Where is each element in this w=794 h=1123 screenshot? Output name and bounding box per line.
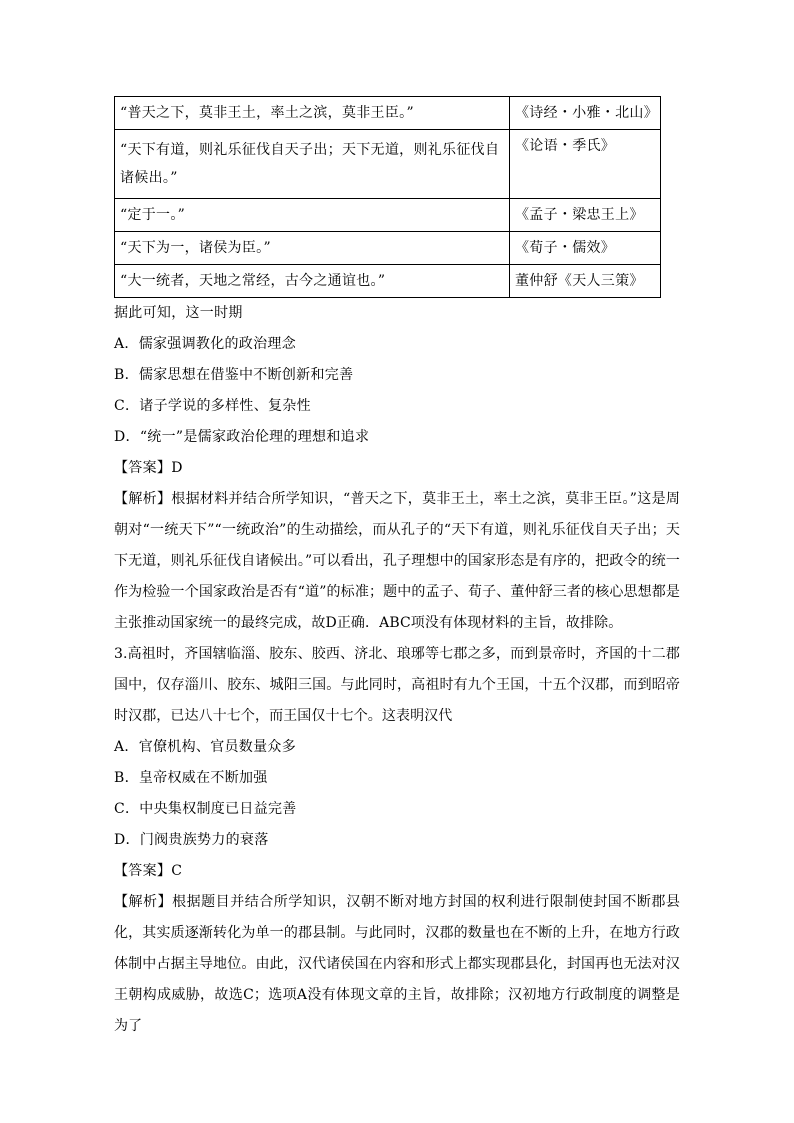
q3-option-d: D．门阀贵族势力的衰落 bbox=[114, 832, 269, 848]
q2-analysis: 【解析】根据材料并结合所学知识，“普天之下，莫非王土，率土之滨，莫非王臣。”这是周朝对“一统天下”“一统政治”的生动描绘，而从孔子的“天下有道，则礼乐征伐自天子出；天下无道，则礼乐征伐自诸候出。”可以看出，孔子理想中的国家形态是有序的，把政令的统一作为检验一个国家政治是否有“道”的标准；题中的孟子、荀子、董仲舒三者的核心思想都是主张推动国家统一的最终完成，故D正确．ABC项没有体现材料的主旨，故排除。 bbox=[114, 491, 680, 631]
table-row bbox=[115, 199, 661, 232]
quotes-table bbox=[114, 96, 661, 298]
table-row bbox=[115, 130, 661, 199]
source-cell: 《荀子・儒效》 bbox=[510, 232, 661, 265]
q2-option-b: B．儒家思想在借鉴中不断创新和完善 bbox=[114, 367, 354, 383]
quote-cell: “定于一。” bbox=[115, 199, 510, 232]
q2-option-c: C．诸子学说的多样性、复杂性 bbox=[114, 398, 311, 414]
q3-stem: 3.高祖时，齐国辖临淄、胶东、胶西、济北、琅琊等七郡之多，而到景帝时，齐国的十二郡国中，仅存淄川、胶东、城阳三国。与此同时，高祖时有九个王国，十五个汉郡，而到昭帝时汉郡，已达八十七个，而王国仅十七个。这表明汉代 bbox=[114, 646, 680, 724]
table-row bbox=[115, 232, 661, 265]
q3-answer: 【答案】C bbox=[114, 863, 183, 879]
q3-option-c: C．中央集权制度已日益完善 bbox=[114, 801, 297, 817]
source-cell: 《诗经・小雅・北山》 bbox=[510, 97, 661, 130]
q3-option-a: A．官僚机构、官员数量众多 bbox=[114, 739, 297, 755]
quote-cell: “天下有道，则礼乐征伐自天子出；天下无道，则礼乐征伐自诸候出。” bbox=[115, 130, 510, 199]
q2-answer: 【答案】D bbox=[114, 460, 183, 476]
q2-stem-end: 据此可知，这一时期 bbox=[114, 305, 243, 321]
table-row bbox=[115, 97, 661, 130]
source-cell: 《孟子・梁忠王上》 bbox=[510, 199, 661, 232]
quote-cell: “普天之下，莫非王土，率土之滨，莫非王臣。” bbox=[115, 97, 510, 130]
source-cell: 《论语・季氏》 bbox=[510, 130, 661, 199]
table-row bbox=[115, 265, 661, 298]
q3-analysis: 【解析】根据题目并结合所学知识，汉朝不断对地方封国的权利进行限制使封国不断郡县化，其实质逐渐转化为单一的郡县制。与此同时，汉郡的数量也在不断的上升，在地方行政体制中占据主导地位。由此，汉代诸侯国在内容和形式上都实现郡县化，封国再也无法对汉王朝构成威胁，故选C；选项A没有体现文章的主旨，故排除；汉初地方行政制度的调整是为了 bbox=[114, 894, 680, 1034]
q2-option-d: D．“统一”是儒家政治伦理的理想和追求 bbox=[114, 429, 370, 445]
q2-option-a: A．儒家强调教化的政治理念 bbox=[114, 336, 297, 352]
source-cell: 董仲舒《天人三策》 bbox=[510, 265, 661, 298]
q3-option-b: B．皇帝权威在不断加强 bbox=[114, 770, 268, 786]
document-page bbox=[114, 96, 680, 1042]
quote-cell: “天下为一，诸侯为臣。” bbox=[115, 232, 510, 265]
quote-cell: “大一统者，天地之常经，古今之通谊也。” bbox=[115, 265, 510, 298]
